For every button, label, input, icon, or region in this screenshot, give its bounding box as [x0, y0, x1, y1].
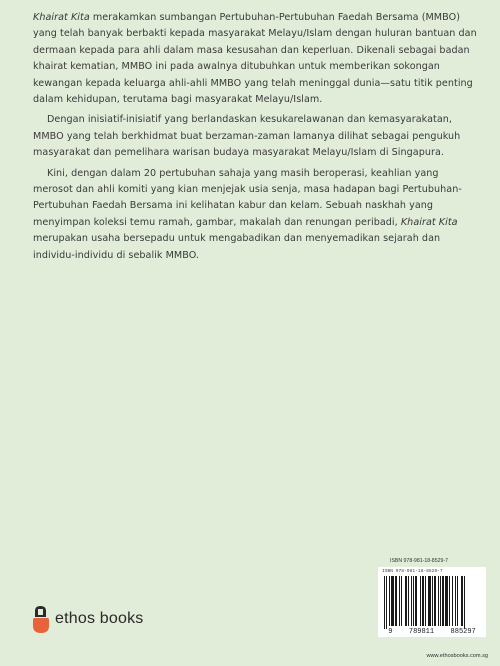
back-cover-blurb [33, 10, 481, 268]
barcode-bar [395, 576, 397, 626]
barcode-bar [411, 576, 412, 626]
barcode-bar [455, 576, 456, 626]
barcode-bar [399, 576, 400, 626]
barcode-bar [434, 576, 436, 626]
barcode-bar [442, 576, 444, 626]
isbn-label: ISBN 978-981-18-8529-7 [390, 558, 448, 564]
barcode-bar [384, 576, 385, 629]
barcode-bar [413, 576, 414, 626]
barcode-card [378, 567, 486, 637]
barcode-bar [445, 576, 448, 626]
blurb-paragraph-3-text-b: merupakan usaha bersepadu untuk mengabadikan dan menyemadikan sejarah dan individu-individu di sebalik MMBO. [33, 233, 441, 261]
barcode-bar [464, 576, 465, 629]
barcode-digit-group: 9 [388, 628, 393, 636]
barcode-bar [449, 576, 450, 626]
blurb-paragraph-1 [33, 10, 481, 108]
barcode-bar [457, 576, 458, 626]
barcode-bar [389, 576, 390, 626]
isbn-inner-label: ISBN 978-981-18-8529-7 [382, 569, 443, 574]
ethos-books-logo-icon [32, 606, 49, 633]
barcode-digit-group: 885297 [450, 628, 476, 636]
publisher-logo [32, 604, 143, 634]
barcode-bar [425, 576, 426, 626]
book-title-italic: Khairat Kita [400, 216, 458, 228]
barcode-bar [432, 576, 433, 626]
isbn-barcode-block [378, 558, 486, 650]
barcode-bar [408, 576, 409, 626]
barcode-bar [405, 576, 407, 626]
blurb-paragraph-2: Dengan inisiatif-inisiatif yang berlandaskan kesukarelawanan dan kemasyarakatan, MMBO yang telah berkhidmat buat berzaman-zaman lamanya dilihat sebagai pengukuh masyarakat dan pemelihara warisan budaya masyarakat Melayu/Islam di Singapura. [33, 114, 461, 159]
blurb-paragraph-3 [33, 166, 481, 264]
publisher-website: www.ethosbooks.com.sg [426, 653, 488, 659]
barcode-bar [440, 576, 441, 626]
blurb-paragraph-3-text-a: Kini, dengan dalam 20 pertubuhan sahaja yang masih beroperasi, keahlian yang merosot dan ahli komiti yang kian menjejak usia senja, masa hadapan bagi Pertubuhan-Pertubuhan Faedah Bersama ini kelihatan kabur dan kelam. Sebuah naskhah yang menyimpan koleksi temu ramah, gambar, makalah dan renungan peribadi, [33, 167, 462, 228]
barcode-bar [452, 576, 453, 626]
barcode-digit-group: 789811 [408, 628, 435, 636]
barcode-bar [415, 576, 417, 626]
barcode-bar [391, 576, 394, 626]
barcode-bar [422, 576, 424, 626]
publisher-name: ethos books [55, 610, 144, 627]
barcode-bar [386, 576, 387, 629]
barcode-bars [378, 567, 486, 629]
barcode-bar [438, 576, 439, 626]
barcode-bar [428, 576, 431, 626]
barcode-bar [420, 576, 421, 626]
book-title-italic: Khairat Kita [33, 12, 90, 23]
blurb-paragraph-1-text: merakamkan sumbangan Pertubuhan-Pertubuhan Faedah Bersama (MMBO) yang telah banyak berbakti kepada masyarakat Melayu/Islam dengan huluran bantuan dan dermaan kepada para ahli dalam masa kesusahan dan keperluan. Dikenali sebagai badan khairat kematian, MMBO ini pada awalnya ditubuhkan untuk memberikan sokongan kewangan kepada keluarga ahli-ahli MMBO yang telah meninggal dunia—satu titik penting dalam kehidupan, terutama bagi masyarakat Melayu/Islam. [33, 12, 477, 106]
barcode-bar [401, 576, 402, 626]
barcode-digits [378, 628, 486, 636]
barcode-bar [461, 576, 463, 626]
